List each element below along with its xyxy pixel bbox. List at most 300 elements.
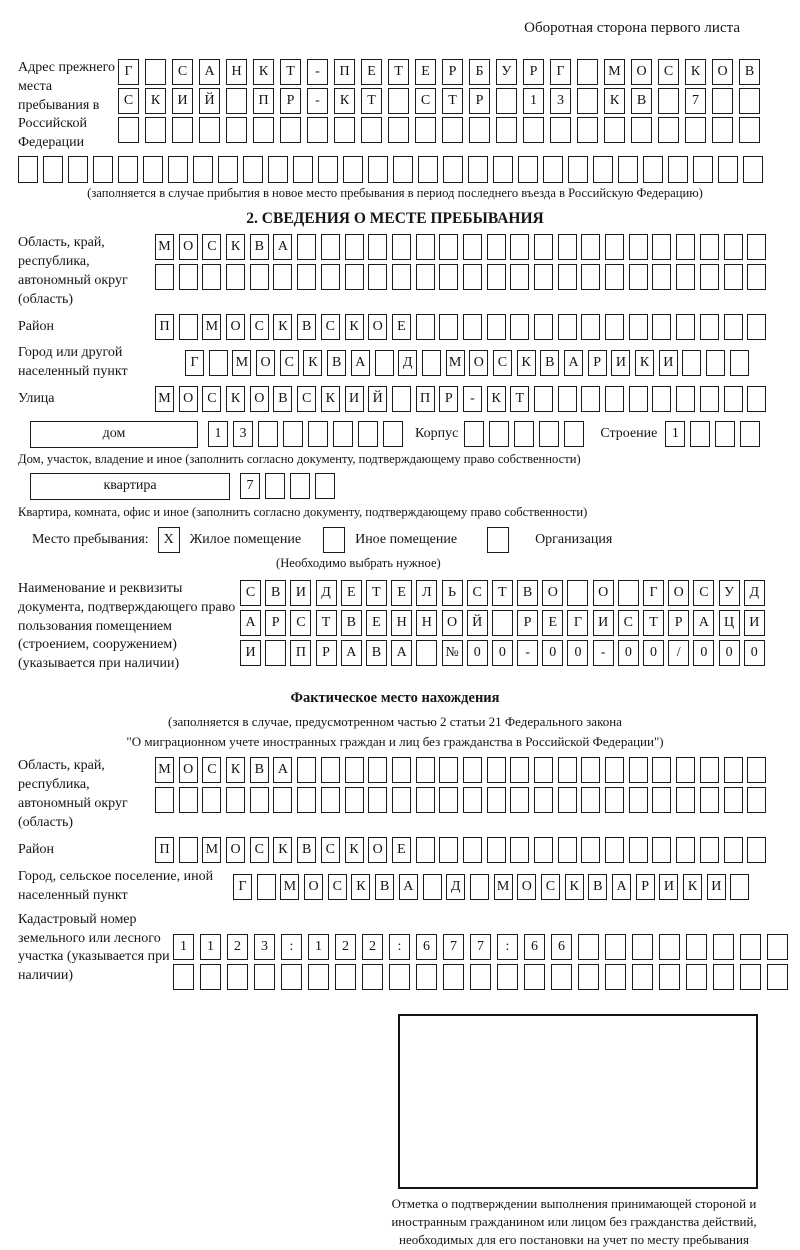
ulitsa-cell[interactable]: М bbox=[155, 386, 174, 412]
prev-address-cell[interactable] bbox=[118, 117, 139, 143]
fact-rayon-cell[interactable]: С bbox=[250, 837, 269, 863]
oblast-cell[interactable] bbox=[368, 234, 387, 260]
fact-oblast-cell[interactable] bbox=[416, 787, 435, 813]
fact-gorod-cell[interactable]: А bbox=[612, 874, 631, 900]
prev-address-cell[interactable] bbox=[739, 117, 760, 143]
oblast-cell[interactable] bbox=[652, 264, 671, 290]
gorod-cell[interactable] bbox=[375, 350, 394, 376]
oblast-cell[interactable] bbox=[700, 234, 719, 260]
prev-address-cell[interactable]: Т bbox=[388, 59, 409, 85]
oblast-cell[interactable] bbox=[487, 234, 506, 260]
ulitsa-cell[interactable] bbox=[581, 386, 600, 412]
kadastr-cell[interactable]: : bbox=[497, 934, 518, 960]
fact-rayon-cell[interactable] bbox=[510, 837, 529, 863]
fact-rayon-cell[interactable] bbox=[487, 837, 506, 863]
oblast-cell[interactable] bbox=[581, 234, 600, 260]
document-cell[interactable]: А bbox=[391, 640, 412, 666]
fact-oblast-cell[interactable] bbox=[676, 757, 695, 783]
fact-oblast-cell[interactable] bbox=[273, 787, 292, 813]
ulitsa-cell[interactable]: Р bbox=[439, 386, 458, 412]
org-checkbox[interactable] bbox=[487, 527, 509, 553]
prev-address-cell[interactable]: Т bbox=[280, 59, 301, 85]
gorod-cell[interactable]: А bbox=[351, 350, 370, 376]
ulitsa-cell[interactable]: О bbox=[250, 386, 269, 412]
prev-address-cell[interactable] bbox=[743, 156, 763, 183]
prev-address-cell[interactable] bbox=[145, 59, 166, 85]
document-cell[interactable]: И bbox=[744, 610, 765, 636]
fact-rayon-cell[interactable]: О bbox=[226, 837, 245, 863]
oblast-cell[interactable]: О bbox=[179, 234, 198, 260]
document-cell[interactable]: 0 bbox=[744, 640, 765, 666]
rayon-cell[interactable] bbox=[558, 314, 577, 340]
ulitsa-cell[interactable]: К bbox=[226, 386, 245, 412]
oblast-cell[interactable] bbox=[676, 264, 695, 290]
fact-oblast-cell[interactable] bbox=[368, 757, 387, 783]
kadastr-cell[interactable]: 1 bbox=[173, 934, 194, 960]
rayon-cell[interactable]: С bbox=[250, 314, 269, 340]
ulitsa-cell[interactable] bbox=[605, 386, 624, 412]
fact-rayon-cell[interactable]: О bbox=[368, 837, 387, 863]
prev-address-cell[interactable]: П bbox=[253, 88, 274, 114]
ulitsa-cell[interactable]: Й bbox=[368, 386, 387, 412]
kadastr-cell[interactable] bbox=[659, 964, 680, 990]
prev-address-cell[interactable] bbox=[712, 88, 733, 114]
prev-address-cell[interactable]: С bbox=[172, 59, 193, 85]
kadastr-cell[interactable] bbox=[767, 934, 788, 960]
kadastr-cell[interactable]: : bbox=[389, 934, 410, 960]
document-cell[interactable]: Т bbox=[643, 610, 664, 636]
dom-cell[interactable] bbox=[258, 421, 278, 447]
prev-address-cell[interactable] bbox=[393, 156, 413, 183]
kadastr-cell[interactable] bbox=[308, 964, 329, 990]
fact-oblast-cell[interactable] bbox=[676, 787, 695, 813]
fact-oblast-cell[interactable] bbox=[321, 757, 340, 783]
fact-oblast-cell[interactable] bbox=[345, 787, 364, 813]
fact-oblast-cell[interactable]: О bbox=[179, 757, 198, 783]
fact-oblast-cell[interactable] bbox=[439, 757, 458, 783]
fact-gorod-cell[interactable]: С bbox=[541, 874, 560, 900]
dom-cell[interactable]: 3 bbox=[233, 421, 253, 447]
kadastr-cell[interactable] bbox=[470, 964, 491, 990]
rayon-cell[interactable] bbox=[534, 314, 553, 340]
kadastr-cell[interactable] bbox=[578, 934, 599, 960]
oblast-cell[interactable] bbox=[345, 264, 364, 290]
document-cell[interactable]: 0 bbox=[693, 640, 714, 666]
rayon-cell[interactable] bbox=[747, 314, 766, 340]
oblast-cell[interactable] bbox=[345, 234, 364, 260]
document-cell[interactable] bbox=[492, 610, 513, 636]
prev-address-cell[interactable] bbox=[418, 156, 438, 183]
oblast-cell[interactable] bbox=[368, 264, 387, 290]
fact-oblast-cell[interactable] bbox=[202, 787, 221, 813]
prev-address-cell[interactable] bbox=[618, 156, 638, 183]
prev-address-cell[interactable] bbox=[442, 117, 463, 143]
document-cell[interactable]: С bbox=[693, 580, 714, 606]
document-cell[interactable]: Д bbox=[316, 580, 337, 606]
ulitsa-cell[interactable] bbox=[558, 386, 577, 412]
kadastr-cell[interactable] bbox=[578, 964, 599, 990]
prev-address-cell[interactable]: К bbox=[145, 88, 166, 114]
fact-oblast-cell[interactable] bbox=[700, 787, 719, 813]
kvartira-cell[interactable] bbox=[265, 473, 285, 499]
document-cell[interactable]: И bbox=[593, 610, 614, 636]
oblast-cell[interactable] bbox=[558, 234, 577, 260]
prev-address-cell[interactable]: 7 bbox=[685, 88, 706, 114]
prev-address-cell[interactable] bbox=[243, 156, 263, 183]
document-cell[interactable]: Е bbox=[366, 610, 387, 636]
oblast-cell[interactable] bbox=[439, 264, 458, 290]
document-cell[interactable]: - bbox=[593, 640, 614, 666]
document-cell[interactable]: Т bbox=[492, 580, 513, 606]
prev-address-cell[interactable]: Р bbox=[442, 59, 463, 85]
prev-address-cell[interactable] bbox=[543, 156, 563, 183]
prev-address-cell[interactable]: У bbox=[496, 59, 517, 85]
document-cell[interactable]: 0 bbox=[643, 640, 664, 666]
kvartira-cell[interactable] bbox=[315, 473, 335, 499]
kadastr-cell[interactable]: 6 bbox=[416, 934, 437, 960]
prev-address-cell[interactable] bbox=[218, 156, 238, 183]
rayon-cell[interactable] bbox=[487, 314, 506, 340]
prev-address-cell[interactable] bbox=[168, 156, 188, 183]
rayon-cell[interactable]: Е bbox=[392, 314, 411, 340]
document-cell[interactable]: Р bbox=[517, 610, 538, 636]
gorod-cell[interactable] bbox=[422, 350, 441, 376]
oblast-cell[interactable] bbox=[534, 264, 553, 290]
prev-address-cell[interactable]: Р bbox=[523, 59, 544, 85]
zhiloe-checkbox[interactable]: X bbox=[158, 527, 180, 553]
prev-address-cell[interactable] bbox=[469, 117, 490, 143]
fact-gorod-cell[interactable]: К bbox=[351, 874, 370, 900]
fact-oblast-cell[interactable] bbox=[416, 757, 435, 783]
document-cell[interactable]: Н bbox=[416, 610, 437, 636]
oblast-cell[interactable] bbox=[321, 234, 340, 260]
prev-address-cell[interactable] bbox=[631, 117, 652, 143]
fact-gorod-cell[interactable] bbox=[470, 874, 489, 900]
gorod-cell[interactable]: В bbox=[327, 350, 346, 376]
gorod-cell[interactable]: Р bbox=[588, 350, 607, 376]
document-cell[interactable]: Е bbox=[391, 580, 412, 606]
kvartira-cell[interactable] bbox=[290, 473, 310, 499]
prev-address-cell[interactable] bbox=[118, 156, 138, 183]
rayon-cell[interactable]: К bbox=[345, 314, 364, 340]
ulitsa-cell[interactable] bbox=[747, 386, 766, 412]
oblast-cell[interactable] bbox=[724, 264, 743, 290]
document-cell[interactable]: О bbox=[593, 580, 614, 606]
fact-oblast-cell[interactable] bbox=[392, 787, 411, 813]
ulitsa-cell[interactable]: В bbox=[273, 386, 292, 412]
fact-rayon-cell[interactable] bbox=[676, 837, 695, 863]
rayon-cell[interactable] bbox=[463, 314, 482, 340]
fact-oblast-cell[interactable] bbox=[321, 787, 340, 813]
prev-address-cell[interactable] bbox=[468, 156, 488, 183]
prev-address-cell[interactable] bbox=[368, 156, 388, 183]
prev-address-cell[interactable] bbox=[193, 156, 213, 183]
oblast-cell[interactable]: В bbox=[250, 234, 269, 260]
gorod-cell[interactable]: Г bbox=[185, 350, 204, 376]
document-cell[interactable]: А bbox=[240, 610, 261, 636]
fact-rayon-cell[interactable] bbox=[416, 837, 435, 863]
kvartira-cell[interactable]: 7 bbox=[240, 473, 260, 499]
stroenie-cell[interactable]: 1 bbox=[665, 421, 685, 447]
document-cell[interactable]: Р bbox=[265, 610, 286, 636]
document-cell[interactable]: 0 bbox=[719, 640, 740, 666]
kadastr-cell[interactable] bbox=[254, 964, 275, 990]
kadastr-cell[interactable] bbox=[686, 934, 707, 960]
oblast-cell[interactable] bbox=[747, 234, 766, 260]
ulitsa-cell[interactable] bbox=[676, 386, 695, 412]
fact-gorod-cell[interactable]: К bbox=[683, 874, 702, 900]
kadastr-cell[interactable] bbox=[200, 964, 221, 990]
fact-gorod-cell[interactable]: О bbox=[517, 874, 536, 900]
rayon-cell[interactable] bbox=[179, 314, 198, 340]
oblast-cell[interactable] bbox=[297, 264, 316, 290]
prev-address-cell[interactable]: К bbox=[334, 88, 355, 114]
fact-oblast-cell[interactable] bbox=[226, 787, 245, 813]
fact-rayon-cell[interactable] bbox=[652, 837, 671, 863]
kadastr-cell[interactable] bbox=[740, 934, 761, 960]
fact-gorod-cell[interactable]: О bbox=[304, 874, 323, 900]
oblast-cell[interactable] bbox=[700, 264, 719, 290]
prev-address-cell[interactable]: Т bbox=[361, 88, 382, 114]
prev-address-cell[interactable] bbox=[643, 156, 663, 183]
kadastr-cell[interactable] bbox=[767, 964, 788, 990]
kadastr-cell[interactable] bbox=[389, 964, 410, 990]
prev-address-cell[interactable]: Е bbox=[415, 59, 436, 85]
fact-oblast-cell[interactable] bbox=[605, 757, 624, 783]
prev-address-cell[interactable]: 3 bbox=[550, 88, 571, 114]
kadastr-cell[interactable]: 6 bbox=[524, 934, 545, 960]
document-cell[interactable]: / bbox=[668, 640, 689, 666]
prev-address-cell[interactable]: 1 bbox=[523, 88, 544, 114]
fact-oblast-cell[interactable]: С bbox=[202, 757, 221, 783]
rayon-cell[interactable] bbox=[605, 314, 624, 340]
document-cell[interactable]: П bbox=[290, 640, 311, 666]
fact-oblast-cell[interactable] bbox=[558, 787, 577, 813]
prev-address-cell[interactable] bbox=[577, 117, 598, 143]
gorod-cell[interactable] bbox=[209, 350, 228, 376]
fact-oblast-cell[interactable] bbox=[463, 757, 482, 783]
oblast-cell[interactable]: М bbox=[155, 234, 174, 260]
prev-address-cell[interactable] bbox=[693, 156, 713, 183]
prev-address-cell[interactable]: О bbox=[712, 59, 733, 85]
dom-cell[interactable] bbox=[358, 421, 378, 447]
prev-address-cell[interactable] bbox=[43, 156, 63, 183]
fact-gorod-cell[interactable]: В bbox=[375, 874, 394, 900]
kadastr-cell[interactable]: 2 bbox=[227, 934, 248, 960]
kadastr-cell[interactable] bbox=[686, 964, 707, 990]
oblast-cell[interactable]: С bbox=[202, 234, 221, 260]
document-cell[interactable]: Т bbox=[316, 610, 337, 636]
document-cell[interactable]: Г bbox=[643, 580, 664, 606]
oblast-cell[interactable] bbox=[605, 234, 624, 260]
fact-rayon-cell[interactable] bbox=[605, 837, 624, 863]
fact-oblast-cell[interactable] bbox=[747, 787, 766, 813]
prev-address-cell[interactable] bbox=[226, 117, 247, 143]
oblast-cell[interactable] bbox=[724, 234, 743, 260]
gorod-cell[interactable]: К bbox=[303, 350, 322, 376]
ulitsa-cell[interactable] bbox=[534, 386, 553, 412]
fact-rayon-cell[interactable] bbox=[179, 837, 198, 863]
gorod-cell[interactable]: К bbox=[635, 350, 654, 376]
document-cell[interactable]: Й bbox=[467, 610, 488, 636]
prev-address-cell[interactable] bbox=[523, 117, 544, 143]
prev-address-cell[interactable] bbox=[226, 88, 247, 114]
document-cell[interactable]: В bbox=[517, 580, 538, 606]
inoe-checkbox[interactable] bbox=[323, 527, 345, 553]
kadastr-cell[interactable]: : bbox=[281, 934, 302, 960]
document-cell[interactable]: 0 bbox=[542, 640, 563, 666]
prev-address-cell[interactable] bbox=[253, 117, 274, 143]
korpus-cell[interactable] bbox=[539, 421, 559, 447]
fact-oblast-cell[interactable]: А bbox=[273, 757, 292, 783]
document-cell[interactable]: 0 bbox=[567, 640, 588, 666]
korpus-cell[interactable] bbox=[514, 421, 534, 447]
rayon-cell[interactable] bbox=[510, 314, 529, 340]
ulitsa-cell[interactable] bbox=[629, 386, 648, 412]
oblast-cell[interactable] bbox=[392, 234, 411, 260]
prev-address-cell[interactable] bbox=[318, 156, 338, 183]
fact-oblast-cell[interactable] bbox=[463, 787, 482, 813]
kadastr-cell[interactable] bbox=[227, 964, 248, 990]
fact-oblast-cell[interactable]: М bbox=[155, 757, 174, 783]
ulitsa-cell[interactable] bbox=[724, 386, 743, 412]
fact-oblast-cell[interactable] bbox=[700, 757, 719, 783]
document-cell[interactable]: Д bbox=[744, 580, 765, 606]
prev-address-cell[interactable] bbox=[280, 117, 301, 143]
oblast-cell[interactable] bbox=[463, 264, 482, 290]
prev-address-cell[interactable]: Т bbox=[442, 88, 463, 114]
ulitsa-cell[interactable]: С bbox=[202, 386, 221, 412]
fact-oblast-cell[interactable] bbox=[581, 757, 600, 783]
prev-address-cell[interactable]: П bbox=[334, 59, 355, 85]
rayon-cell[interactable]: П bbox=[155, 314, 174, 340]
document-cell[interactable] bbox=[416, 640, 437, 666]
fact-rayon-cell[interactable] bbox=[629, 837, 648, 863]
oblast-cell[interactable] bbox=[273, 264, 292, 290]
document-cell[interactable]: - bbox=[517, 640, 538, 666]
oblast-cell[interactable] bbox=[226, 264, 245, 290]
oblast-cell[interactable]: А bbox=[273, 234, 292, 260]
fact-rayon-cell[interactable] bbox=[747, 837, 766, 863]
prev-address-cell[interactable]: Г bbox=[550, 59, 571, 85]
prev-address-cell[interactable]: О bbox=[631, 59, 652, 85]
fact-gorod-cell[interactable] bbox=[730, 874, 749, 900]
fact-rayon-cell[interactable] bbox=[700, 837, 719, 863]
document-cell[interactable]: Н bbox=[391, 610, 412, 636]
stroenie-cell[interactable] bbox=[690, 421, 710, 447]
ulitsa-cell[interactable] bbox=[652, 386, 671, 412]
prev-address-cell[interactable]: С bbox=[118, 88, 139, 114]
document-cell[interactable]: И bbox=[240, 640, 261, 666]
gorod-cell[interactable]: И bbox=[611, 350, 630, 376]
ulitsa-cell[interactable]: П bbox=[416, 386, 435, 412]
rayon-cell[interactable]: М bbox=[202, 314, 221, 340]
document-cell[interactable]: А bbox=[341, 640, 362, 666]
dom-cell[interactable]: 1 bbox=[208, 421, 228, 447]
ulitsa-cell[interactable]: О bbox=[179, 386, 198, 412]
korpus-cell[interactable] bbox=[464, 421, 484, 447]
rayon-cell[interactable]: К bbox=[273, 314, 292, 340]
document-cell[interactable]: 0 bbox=[618, 640, 639, 666]
prev-address-cell[interactable]: В bbox=[739, 59, 760, 85]
kadastr-cell[interactable] bbox=[605, 934, 626, 960]
fact-oblast-cell[interactable] bbox=[439, 787, 458, 813]
fact-rayon-cell[interactable] bbox=[463, 837, 482, 863]
document-cell[interactable]: С bbox=[467, 580, 488, 606]
kadastr-cell[interactable] bbox=[713, 934, 734, 960]
prev-address-cell[interactable]: К bbox=[253, 59, 274, 85]
prev-address-cell[interactable] bbox=[593, 156, 613, 183]
kadastr-cell[interactable] bbox=[659, 934, 680, 960]
document-cell[interactable]: Ц bbox=[719, 610, 740, 636]
fact-oblast-cell[interactable] bbox=[155, 787, 174, 813]
prev-address-cell[interactable]: В bbox=[631, 88, 652, 114]
fact-oblast-cell[interactable] bbox=[510, 787, 529, 813]
fact-oblast-cell[interactable] bbox=[392, 757, 411, 783]
prev-address-cell[interactable] bbox=[550, 117, 571, 143]
document-cell[interactable]: У bbox=[719, 580, 740, 606]
gorod-cell[interactable]: И bbox=[659, 350, 678, 376]
prev-address-cell[interactable] bbox=[18, 156, 38, 183]
document-cell[interactable]: В bbox=[366, 640, 387, 666]
document-cell[interactable]: Е bbox=[341, 580, 362, 606]
prev-address-cell[interactable] bbox=[658, 117, 679, 143]
stroenie-cell[interactable] bbox=[715, 421, 735, 447]
prev-address-cell[interactable] bbox=[68, 156, 88, 183]
dom-cell[interactable] bbox=[333, 421, 353, 447]
fact-rayon-cell[interactable]: С bbox=[321, 837, 340, 863]
fact-oblast-cell[interactable] bbox=[724, 757, 743, 783]
document-cell[interactable]: С bbox=[290, 610, 311, 636]
gorod-cell[interactable]: О bbox=[469, 350, 488, 376]
fact-gorod-cell[interactable]: В bbox=[588, 874, 607, 900]
kadastr-cell[interactable] bbox=[605, 964, 626, 990]
rayon-cell[interactable] bbox=[439, 314, 458, 340]
document-cell[interactable]: Р bbox=[668, 610, 689, 636]
kadastr-cell[interactable]: 2 bbox=[362, 934, 383, 960]
gorod-cell[interactable]: М bbox=[232, 350, 251, 376]
prev-address-cell[interactable]: Р bbox=[280, 88, 301, 114]
gorod-cell[interactable] bbox=[682, 350, 701, 376]
document-cell[interactable] bbox=[567, 580, 588, 606]
document-cell[interactable]: Е bbox=[542, 610, 563, 636]
rayon-cell[interactable] bbox=[700, 314, 719, 340]
prev-address-cell[interactable] bbox=[145, 117, 166, 143]
gorod-cell[interactable]: Д bbox=[398, 350, 417, 376]
ulitsa-cell[interactable]: И bbox=[345, 386, 364, 412]
document-cell[interactable]: С bbox=[618, 610, 639, 636]
korpus-cell[interactable] bbox=[564, 421, 584, 447]
fact-rayon-cell[interactable]: Е bbox=[392, 837, 411, 863]
oblast-cell[interactable] bbox=[676, 234, 695, 260]
oblast-cell[interactable] bbox=[510, 234, 529, 260]
ulitsa-cell[interactable]: К bbox=[487, 386, 506, 412]
fact-gorod-cell[interactable]: Д bbox=[446, 874, 465, 900]
fact-rayon-cell[interactable]: П bbox=[155, 837, 174, 863]
kadastr-cell[interactable] bbox=[443, 964, 464, 990]
kadastr-cell[interactable]: 7 bbox=[470, 934, 491, 960]
prev-address-cell[interactable] bbox=[361, 117, 382, 143]
rayon-cell[interactable] bbox=[652, 314, 671, 340]
prev-address-cell[interactable]: С bbox=[658, 59, 679, 85]
oblast-cell[interactable] bbox=[250, 264, 269, 290]
fact-rayon-cell[interactable] bbox=[534, 837, 553, 863]
document-cell[interactable]: Р bbox=[316, 640, 337, 666]
document-cell[interactable]: О bbox=[542, 580, 563, 606]
prev-address-cell[interactable] bbox=[604, 117, 625, 143]
prev-address-cell[interactable] bbox=[415, 117, 436, 143]
fact-oblast-cell[interactable] bbox=[345, 757, 364, 783]
